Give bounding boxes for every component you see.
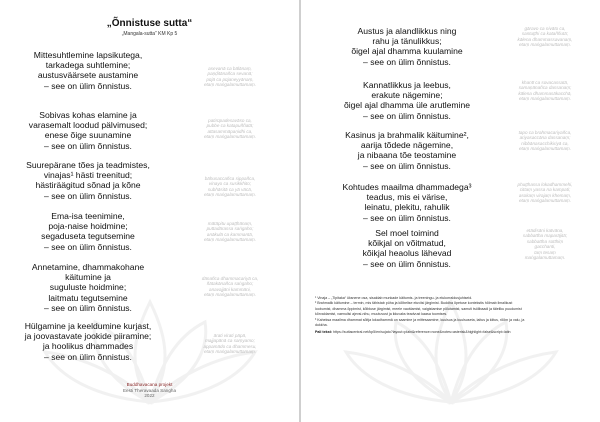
- pali-line: puttadārassa saṅgaho;: [206, 226, 254, 232]
- footnote: ¹ Vinaja – „Tipitaka“ üksnene osa, sisaldab munkade käitumis- ja treeningu- ja elukorraldusjuhiseid.: [315, 296, 473, 300]
- stanza-line: Kannatlikkus ja leebus,: [363, 80, 451, 90]
- pali-line: vinayo ca susikkhito;: [208, 181, 252, 187]
- stanza-line: käitumine ja: [65, 272, 111, 283]
- left-stanza: [8, 321, 168, 362]
- stanza-line: – see on ülim õnnistus.: [44, 351, 132, 362]
- pali-line: sabbattha sotthiṃ: [526, 238, 564, 244]
- left-stanza: [8, 50, 168, 91]
- pali-line: gacchanti,: [534, 244, 556, 250]
- right-page: [301, 0, 600, 422]
- stanza-line: teadus, mis ei värise,: [366, 192, 448, 203]
- stanza-line: – see on ülim õnnistus.: [363, 56, 451, 67]
- stanza-line: – see on ülim õnnistus.: [44, 302, 132, 313]
- stanza-line: Kasinus ja brahmalik käitumine²,: [345, 130, 469, 140]
- stanza-line: Suurepärane tões ja teadmistes,: [26, 160, 150, 170]
- pali-line: ārati virati pāpā,: [213, 333, 247, 338]
- stanza-line: – see on ülim õnnistus.: [363, 110, 451, 121]
- right-stanza: [321, 182, 493, 223]
- pali-line: etaṃ maṅgalamuttamaṃ.: [518, 146, 572, 152]
- source-link[interactable]: https://suttacentral.net/kp5/en/sujato?layout=plain&reference=none&notes=asterisk&highlight=false&script=latin: [332, 330, 511, 334]
- right-stanza: [321, 80, 493, 121]
- lotus-watermark-icon: [301, 262, 600, 422]
- footer-org: Eesti Theravaada Sangha: [122, 387, 177, 393]
- left-pali-verse: [168, 276, 292, 298]
- page-title: „Õnnistuse sutta“: [106, 18, 193, 29]
- pali-line: etādisāni katvāna,: [526, 228, 564, 233]
- pali-line: phuṭṭhassa lokadhammehi,: [517, 182, 573, 187]
- stanza-line: Annetamine, dhammakohane: [31, 262, 145, 272]
- pali-line: anavajjāni kammāni,: [209, 286, 251, 292]
- right-stanza: [321, 130, 493, 171]
- stanza-line: õigel ajal dhamma kuulamine: [351, 46, 463, 57]
- stanza-line: segaduseta tegutsemine: [41, 231, 135, 242]
- pali-line: kālena dhammassavanaṃ,: [517, 36, 573, 42]
- page-subtitle: „Mangala-sutta“ KM Kp 5: [121, 31, 178, 37]
- pali-line: subhāsitā ca yā vācā,: [207, 186, 253, 192]
- left-stanza: [8, 110, 168, 151]
- pali-line: nibbānasacchikiriyā ca,: [521, 140, 569, 146]
- pali-line: mātāpitu upaṭṭhānaṃ,: [207, 221, 253, 226]
- pali-line: etaṃ maṅgalamuttamaṃ.: [518, 198, 572, 204]
- stanza-line: Sobivas kohas elamine ja: [39, 110, 137, 120]
- pali-line: paṇḍitānañca sevanā;: [207, 71, 253, 77]
- stanza-line: Sel moel toimind: [375, 228, 439, 238]
- stanza-line: erakute nägemine;: [371, 90, 443, 101]
- pali-line: ariyasaccāna dassanaṃ;: [519, 135, 571, 141]
- right-pali-verse: [493, 182, 597, 204]
- pali-line: etaṃ maṅgalamuttamaṃ.: [203, 82, 257, 88]
- footnote: loobumist, dhamma õppimist, kõlbluse järgimist, meele vaoštamist, vaigistamise põlutamist, samuti tsölibaadi ja täieliku puudumist: [315, 306, 522, 311]
- pali-line: etaṃ maṅgalamuttamaṃ.: [203, 134, 257, 140]
- pali-line: santuṭṭhi ca kataññutā;: [521, 31, 569, 37]
- stanza-line: Mittesuhtlemine lapsikutega,: [33, 50, 143, 60]
- source-line: [315, 330, 587, 334]
- left-stanza: [8, 262, 168, 313]
- left-pali-verse: [168, 66, 292, 88]
- footnote: dukkha.: [315, 323, 328, 328]
- stanza-line: ja hoolikus dhammades: [42, 341, 134, 352]
- stanza-line: varasemalt loodud pälvimused;: [28, 120, 148, 131]
- stanza-line: leinatu, plekitu, rahulik: [364, 202, 450, 213]
- left-pali-verse: [168, 333, 292, 355]
- right-pali-verse: [493, 130, 597, 152]
- stanza-line: laitmatu tegutsemine: [48, 292, 128, 303]
- pali-line: majjapānā ca saṃyamo;: [205, 338, 255, 344]
- stanza-line: – see on ülim õnnistus.: [44, 190, 132, 201]
- right-stanza: [321, 228, 493, 269]
- footnotes: [315, 296, 587, 328]
- page-footer: [0, 382, 299, 399]
- left-pali-verse: [168, 176, 292, 198]
- stanza-line: kõikjal on võitmatud,: [368, 238, 446, 249]
- stanza-line: – see on ülim õnnistus.: [44, 80, 132, 91]
- pali-line: pubbe ca katapuññatā;: [206, 123, 254, 129]
- stanza-line: õigel ajal dhamma üle arutlemine: [343, 100, 471, 111]
- stanza-line: ja joovastavate jookide piiramine;: [24, 331, 152, 342]
- stanza-line: suguluste hoidmine;: [49, 282, 127, 293]
- pali-line: gāravo ca nivāto ca,: [524, 26, 566, 31]
- stanza-line: kõikjal heaolus lähevad: [362, 248, 452, 259]
- pali-line: maṅgalamuttamaṃ.: [524, 255, 566, 261]
- stanza-line: – see on ülim õnnistus.: [363, 258, 451, 269]
- pali-line: taṃ tesaṃ: [534, 249, 556, 255]
- pali-line: etaṃ maṅgalamuttamaṃ.: [203, 349, 257, 355]
- pali-line: pūjā ca pūjaneyyānaṃ,: [206, 76, 254, 82]
- stanza-line: Ema-isa teenimine,: [51, 211, 125, 221]
- stanza-line: Kohtudes maailma dhammadega³: [342, 182, 472, 192]
- pali-line: etaṃ maṅgalamuttamaṃ.: [203, 292, 257, 298]
- pali-line: samaṇānañca dassanaṃ;: [518, 85, 572, 91]
- pali-line: tapo ca brahmacariyañca,: [518, 130, 572, 135]
- stanza-line: – see on ülim õnnistus.: [363, 160, 451, 171]
- pali-line: asevanā ca bālānaṃ,: [208, 66, 252, 71]
- pali-line: etaṃ maṅgalamuttamaṃ.: [203, 192, 257, 198]
- pali-line: asokaṃ virajaṃ khemaṃ,: [518, 192, 572, 198]
- stanza-line: Austus ja alandlikkus ning: [357, 26, 457, 36]
- pali-line: appamādo ca dhammesu,: [203, 343, 257, 349]
- footnote: kõrvaldamist, vaenulisi ajevsi-nihu, muutuvust ja iiduvaks teadvust kaasa toomises.: [315, 312, 448, 317]
- pali-line: attasammāpaṇidhi ca,: [207, 128, 253, 134]
- stanza-line: hästiräägitud sõnad ja kõne: [35, 180, 141, 191]
- footnote: ² Brahmalik käitumine – termin, mis tähistab püha ja kõlbelise eluviisi järgimist. Buddha õpetuse kontekstis hõlmab ilmalikust: [315, 301, 513, 306]
- footer-project: Buddhavacana projekt: [126, 382, 173, 387]
- left-stanza: [8, 211, 168, 252]
- stanza-line: ja nibaana tõe teostamine: [357, 150, 457, 161]
- pali-line: bāhusaccañca sippañca,: [204, 176, 256, 181]
- right-pali-verse: [493, 80, 597, 102]
- pali-line: anākulā ca kammantā,: [206, 231, 254, 237]
- stanza-line: Hülgamine ja keeldumine kurjast,: [24, 321, 152, 331]
- pali-line: ñātakānañca saṅgaho;: [206, 281, 254, 287]
- stanza-line: aarija tõdede nägemine,: [360, 140, 454, 151]
- stanza-line: vinajas¹ hästi treenitud;: [43, 170, 133, 181]
- footnote: ³ Kaheksa maailma dhammat sõitja lokadhammā on saamine ja mittesaamine, kuulsus ja kuulsuseta, laitus ja kiitus, rõõm ja valu, ja: [315, 317, 525, 322]
- right-pali-verse: [493, 26, 597, 48]
- stanza-line: enese õige suunamine: [44, 130, 132, 141]
- stanza-line: – see on ülim õnnistus.: [44, 241, 132, 252]
- stanza-line: tarkadega suhtlemine;: [45, 60, 131, 71]
- source-label: Pali tekst:: [315, 330, 332, 334]
- right-stanza: [321, 26, 493, 67]
- right-pali-verse: [493, 228, 597, 260]
- stanza-line: austusväärsete austamine: [37, 70, 139, 81]
- pali-line: etaṃ maṅgalamuttamaṃ.: [203, 237, 257, 243]
- left-pali-verse: [168, 118, 292, 140]
- stanza-line: poja-naise hoidmine;: [48, 221, 128, 232]
- pali-line: dānañca dhammacariyā ca,: [201, 276, 259, 281]
- pali-line: khantī ca sovacassatā,: [521, 80, 569, 85]
- stanza-line: – see on ülim õnnistus.: [363, 212, 451, 223]
- stanza-line: rahu ja tänulikkus;: [372, 36, 442, 47]
- footer-year: 2022: [144, 393, 155, 399]
- pali-line: etaṃ maṅgalamuttamaṃ.: [518, 42, 572, 48]
- left-page: [0, 0, 299, 422]
- pali-line: patirūpadesavāso ca,: [208, 118, 252, 123]
- pali-line: etaṃ maṅgalamuttamaṃ.: [518, 96, 572, 102]
- left-stanza: [8, 160, 168, 201]
- pali-line: cittaṃ yassa na kampati;: [519, 187, 571, 193]
- pali-line: sabbattha maparājitā;: [522, 233, 568, 239]
- stanza-line: – see on ülim õnnistus.: [44, 140, 132, 151]
- pali-line: kālena dhammasākacchā,: [518, 90, 572, 96]
- left-pali-verse: [168, 221, 292, 243]
